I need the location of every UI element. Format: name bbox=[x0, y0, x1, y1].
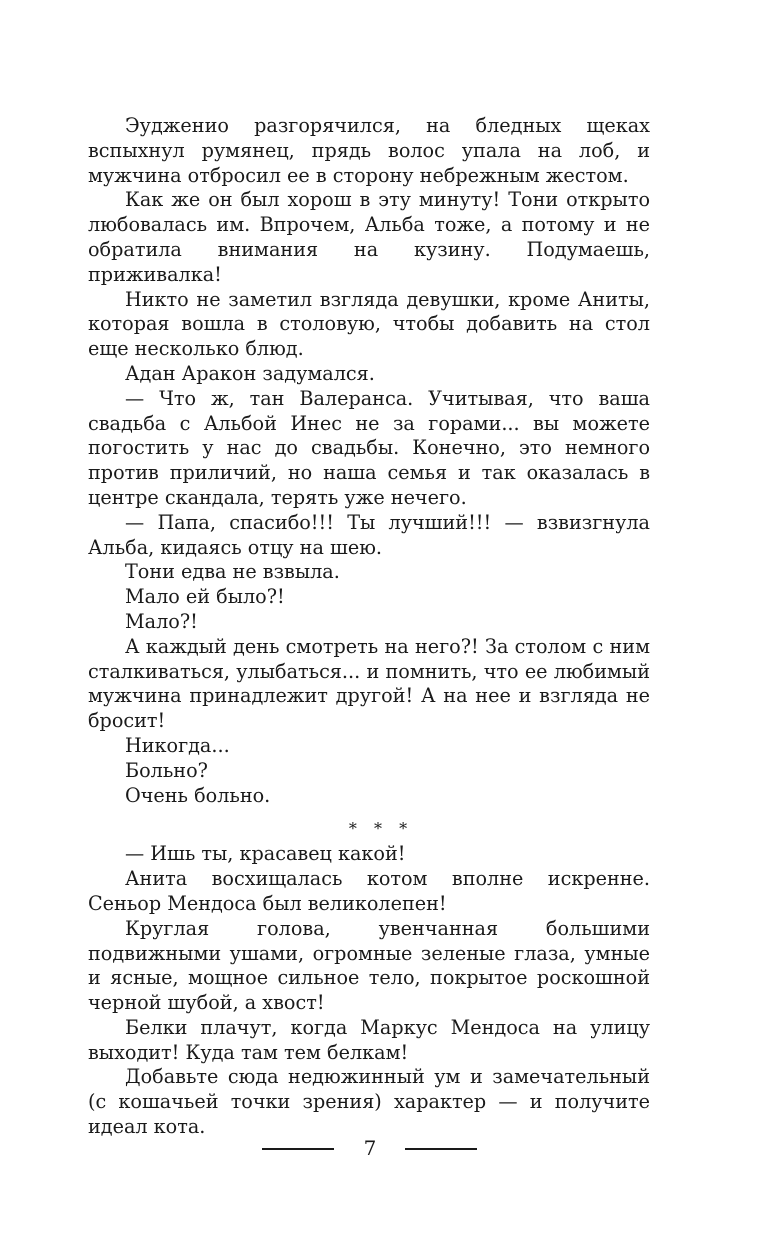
paragraph: Мало ей было?! bbox=[125, 585, 285, 609]
paragraph: Белки плачут, когда Маркус Мендоса на улицу выходит! Куда там тем белкам! bbox=[88, 1015, 650, 1064]
paragraph: Как же он был хорош в эту минуту! Тони открыто любовалась им. Впрочем, Альба тоже, а потому и не обратила внимания на кузину. Подумаешь, приживалка! bbox=[88, 188, 650, 286]
page-number: 7 bbox=[363, 1136, 377, 1160]
paragraph: — Ишь ты, красавец какой! bbox=[125, 842, 406, 866]
paragraph: Круглая голова, увенчанная большими подвижными ушами, огромные зеленые глаза, умные и ясные, мощное сильное тело, покрытое роскошной черной шубой, а хвост! bbox=[88, 916, 650, 1015]
paragraph: — Что ж, тан Валеранса. Учитывая, что ваша свадьба с Альбой Инес не за горами... вы можете погостить у нас до свадьбы. Конечно, это немного против приличий, но наша семья и так оказалась в центре скандала, терять уже нечего. bbox=[88, 386, 650, 509]
paragraph: Добавьте сюда недюжинный ум и замечательный (с кошачьей точки зрения) характер — и получите идеал кота. bbox=[88, 1065, 650, 1139]
paragraph: Очень больно. bbox=[125, 783, 271, 807]
paragraph: А каждый день смотреть на него?! За столом с ним сталкиваться, улыбаться... и помнить, что ее любимый мужчина принадлежит другой! А на нее и взгляда не бросит! bbox=[88, 634, 650, 733]
paragraph: Эудженио разгорячился, на бледных щеках вспыхнул румянец, прядь волос упала на лоб, и мужчина отбросил ее в сторону небрежным жестом. bbox=[88, 114, 650, 187]
paragraph: Тони едва не взвыла. bbox=[125, 560, 340, 584]
paragraph: Никто не заметил взгляда девушки, кроме Аниты, которая вошла в столовую, чтобы добавить на стол еще несколько блюд. bbox=[88, 287, 650, 361]
section-separator: * * * bbox=[348, 819, 414, 839]
page-footer bbox=[0, 1132, 768, 1164]
paragraph: Больно? bbox=[125, 758, 208, 782]
footer-rule-right bbox=[405, 1148, 477, 1150]
footer-rule-left bbox=[262, 1148, 334, 1150]
paragraph: Анита восхищалась котом вполне искренне. Сеньор Мендоса был великолепен! bbox=[88, 867, 650, 915]
book-page bbox=[88, 114, 650, 1140]
paragraph: Адан Аракон задумался. bbox=[125, 361, 375, 385]
paragraph: — Папа, спасибо!!! Ты лучший!!! — взвизгнула Альба, кидаясь отцу на шею. bbox=[88, 510, 650, 559]
paragraph: Никогда... bbox=[125, 733, 230, 757]
paragraph: Мало?! bbox=[125, 609, 198, 633]
